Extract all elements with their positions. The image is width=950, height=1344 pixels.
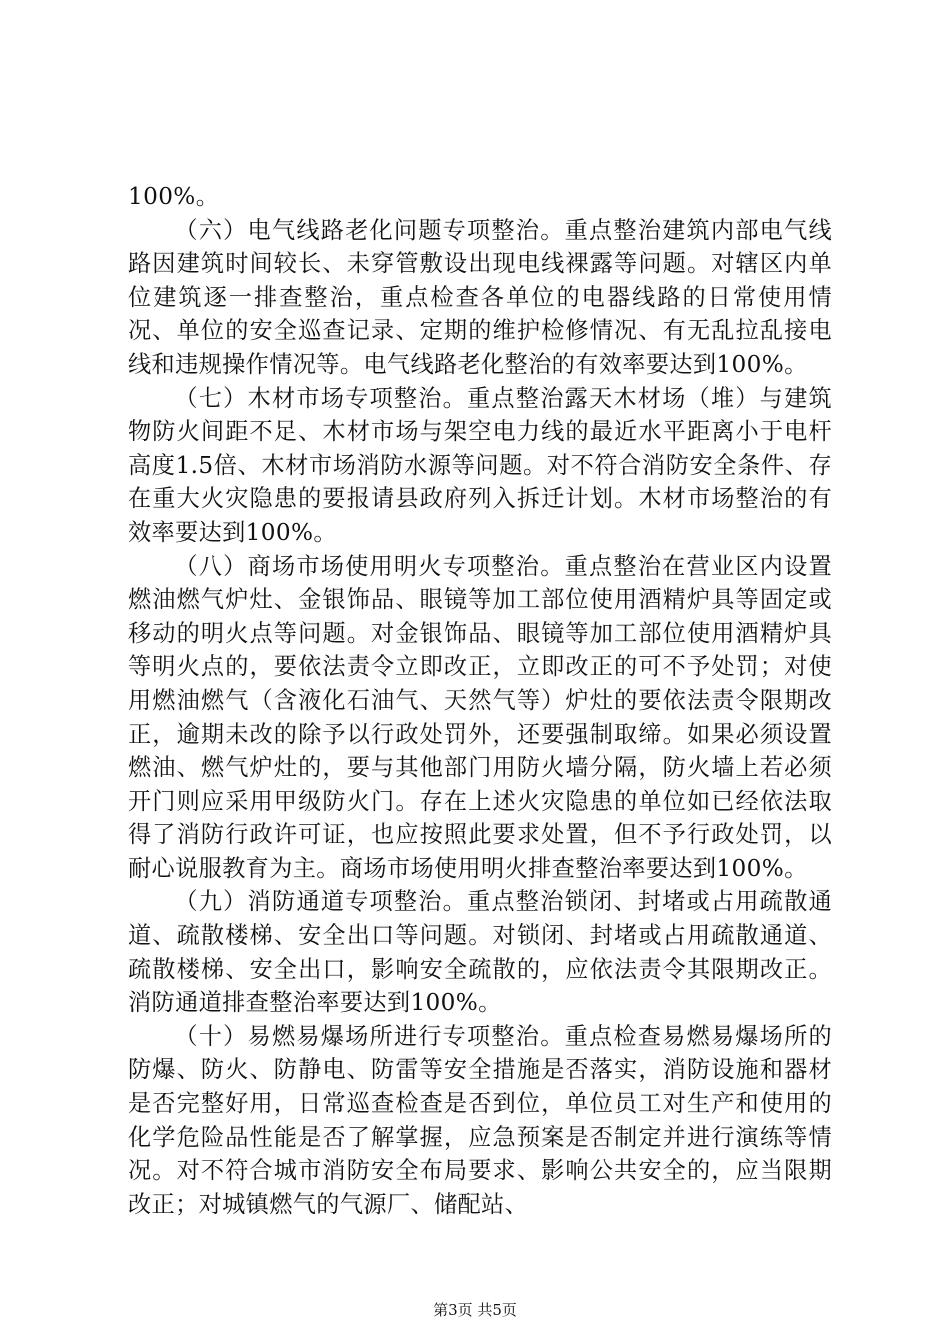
- page-number-footer: 第3页 共5页: [433, 1301, 517, 1319]
- paragraph-fire-exits: （九）消防通道专项整治。重点整治锁闭、封堵或占用疏散通道、疏散楼梯、安全出口等问题。对锁闭、封堵或占用疏散通道、疏散楼梯、安全出口，影响安全疏散的，应依法责令其限期改正。消防通道排查整治率要达到100%。: [128, 888, 832, 1017]
- paragraph-flammable-sites: （十）易燃易爆场所进行专项整治。重点检查易燃易爆场所的防爆、防火、防静电、防雷等安全措施是否落实，消防设施和器材是否完整好用，日常巡查检查是否到位，单位员工对生产和使用的化学危险品性能是否了解掌握，应急预案是否制定并进行演练等情况。对不符合城市消防安全布局要求、影响公共安全的，应当限期改正；对城镇燃气的气源厂、储配站、: [128, 1022, 832, 1218]
- paragraph-electrical-wiring: （六）电气线路老化问题专项整治。重点整治建筑内部电气线路因建筑时间较长、未穿管敷设出现电线裸露等问题。对辖区内单位建筑逐一排查整治，重点检查各单位的电器线路的日常使用情况、单位的安全巡查记录、定期的维护检修情况、有无乱拉乱接电线和违规操作情况等。电气线路老化整治的有效率要达到100%。: [128, 216, 832, 378]
- paragraph-continuation: 100%。: [128, 183, 220, 210]
- paragraph-open-flame: （八）商场市场使用明火专项整治。重点整治在营业区内设置燃油燃气炉灶、金银饰品、眼镜等加工部位使用酒精炉具等固定或移动的明火点等问题。对金银饰品、眼镜等加工部位使用酒精炉具等明火点的，要依法责令立即改正，立即改正的可不予处罚；对使用燃油燃气（含液化石油气、天然气等）炉灶的要依法责令限期改正，逾期未改的除予以行政处罚外，还要强制取缔。如果必须设置燃油、燃气炉灶的，要与其他部门用防火墙分隔，防火墙上若必须开门则应采用甲级防火门。存在上述火灾隐患的单位如已经依法取得了消防行政许可证，也应按照此要求处置，但不予行政处罚，以耐心说服教育为主。商场市场使用明火排查整治率要达到100%。: [128, 552, 832, 882]
- paragraph-timber-market: （七）木材市场专项整治。重点整治露天木材场（堆）与建筑物防火间距不足、木材市场与架空电力线的最近水平距离小于电杆高度1.5倍、木材市场消防水源等问题。对不符合消防安全条件、存在重大火灾隐患的要报请县政府列入拆迁计划。木材市场整治的有效率要达到100%。: [128, 384, 832, 546]
- document-body: [128, 180, 832, 1221]
